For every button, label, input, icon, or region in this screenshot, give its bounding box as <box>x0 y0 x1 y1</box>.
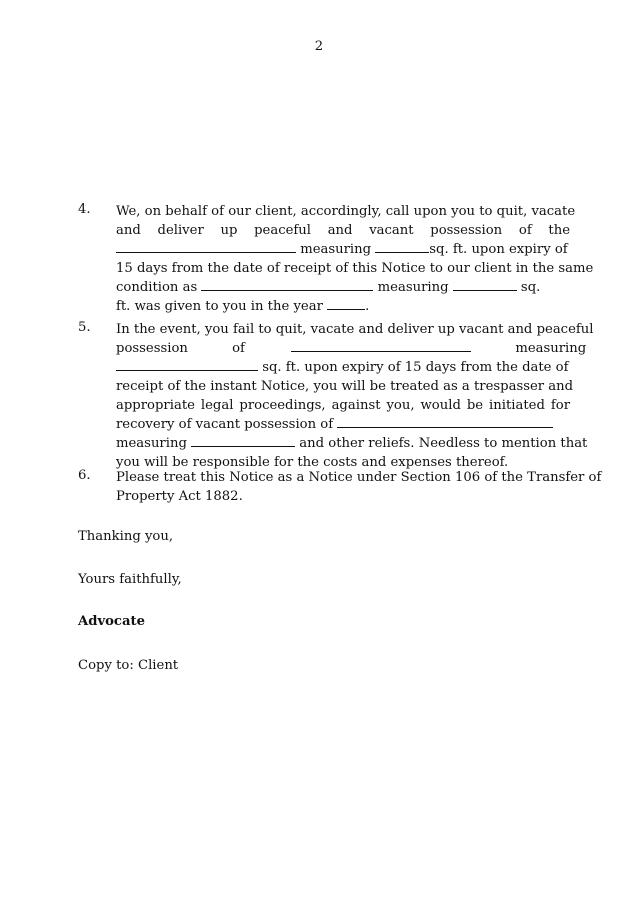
paragraph-line <box>116 278 570 297</box>
fill-in-blank <box>116 240 296 253</box>
page-number: 2 <box>314 39 324 54</box>
closing-thanks: Thanking you, <box>78 529 174 544</box>
paragraph-line: 15 days from the date of receipt of this Notice to our client in the same <box>116 261 594 276</box>
paragraph-line: you will be responsible for the costs and expenses thereof. <box>116 455 509 470</box>
line-text: . <box>365 299 370 314</box>
paragraph-line: We, on behalf of our client, accordingly, call upon you to quit, vacate <box>116 204 576 219</box>
fill-in-blank <box>201 278 373 291</box>
fill-in-blank <box>453 278 517 291</box>
paragraph-5 <box>78 320 594 472</box>
copy-to-line: Copy to: Client <box>78 658 179 673</box>
paragraph-line <box>116 434 588 453</box>
fill-in-blank <box>191 434 295 447</box>
paragraph-4 <box>78 202 594 316</box>
line-text: sq. ft. upon expiry of 15 days from the date of <box>258 360 569 375</box>
paragraph-line: receipt of the instant Notice, you will be treated as a trespasser and <box>116 379 574 394</box>
paragraph-body <box>116 202 594 316</box>
line-text: sq. <box>516 280 541 295</box>
paragraph-6 <box>78 468 602 506</box>
signatory-title: Advocate <box>78 614 145 629</box>
fill-in-blank <box>116 358 258 371</box>
fill-in-blank <box>375 240 429 253</box>
line-text: measuring <box>296 242 376 257</box>
fill-in-blank <box>337 415 553 428</box>
line-text: and other reliefs. Needless to mention that <box>295 436 588 451</box>
paragraph-body <box>116 468 602 506</box>
paragraph-line <box>116 297 570 316</box>
line-text: measuring <box>116 436 192 451</box>
line-text: sq. ft. upon expiry of <box>429 242 568 257</box>
fill-in-blank <box>327 297 365 310</box>
paragraph-line: appropriate legal proceedings, against you, would be initiated for <box>116 398 570 413</box>
line-text: recovery of vacant possession of <box>116 417 338 432</box>
paragraph-line <box>116 339 587 358</box>
paragraph-line <box>116 415 570 434</box>
paragraph-line <box>116 240 570 259</box>
paragraph-line: In the event, you fail to quit, vacate and deliver up vacant and peaceful <box>116 322 594 337</box>
paragraph-line <box>116 358 570 377</box>
paragraph-number: 6. <box>78 468 91 483</box>
paragraph-number: 4. <box>78 202 91 217</box>
closing-salutation: Yours faithfully, <box>78 572 182 587</box>
paragraph-body <box>116 320 594 472</box>
paragraph-line: and deliver up peaceful and vacant possession of the <box>116 223 570 238</box>
line-text: possession of <box>116 341 290 356</box>
paragraph-line: Please treat this Notice as a Notice under Section 106 of the Transfer of <box>116 470 602 485</box>
line-text: condition as <box>116 280 202 295</box>
paragraph-line: Property Act 1882. <box>116 489 243 504</box>
line-text: measuring <box>373 280 453 295</box>
line-text: measuring <box>511 341 587 356</box>
line-text: ft. was given to you in the year <box>116 299 328 314</box>
fill-in-blank <box>291 339 471 352</box>
paragraph-number: 5. <box>78 320 91 335</box>
